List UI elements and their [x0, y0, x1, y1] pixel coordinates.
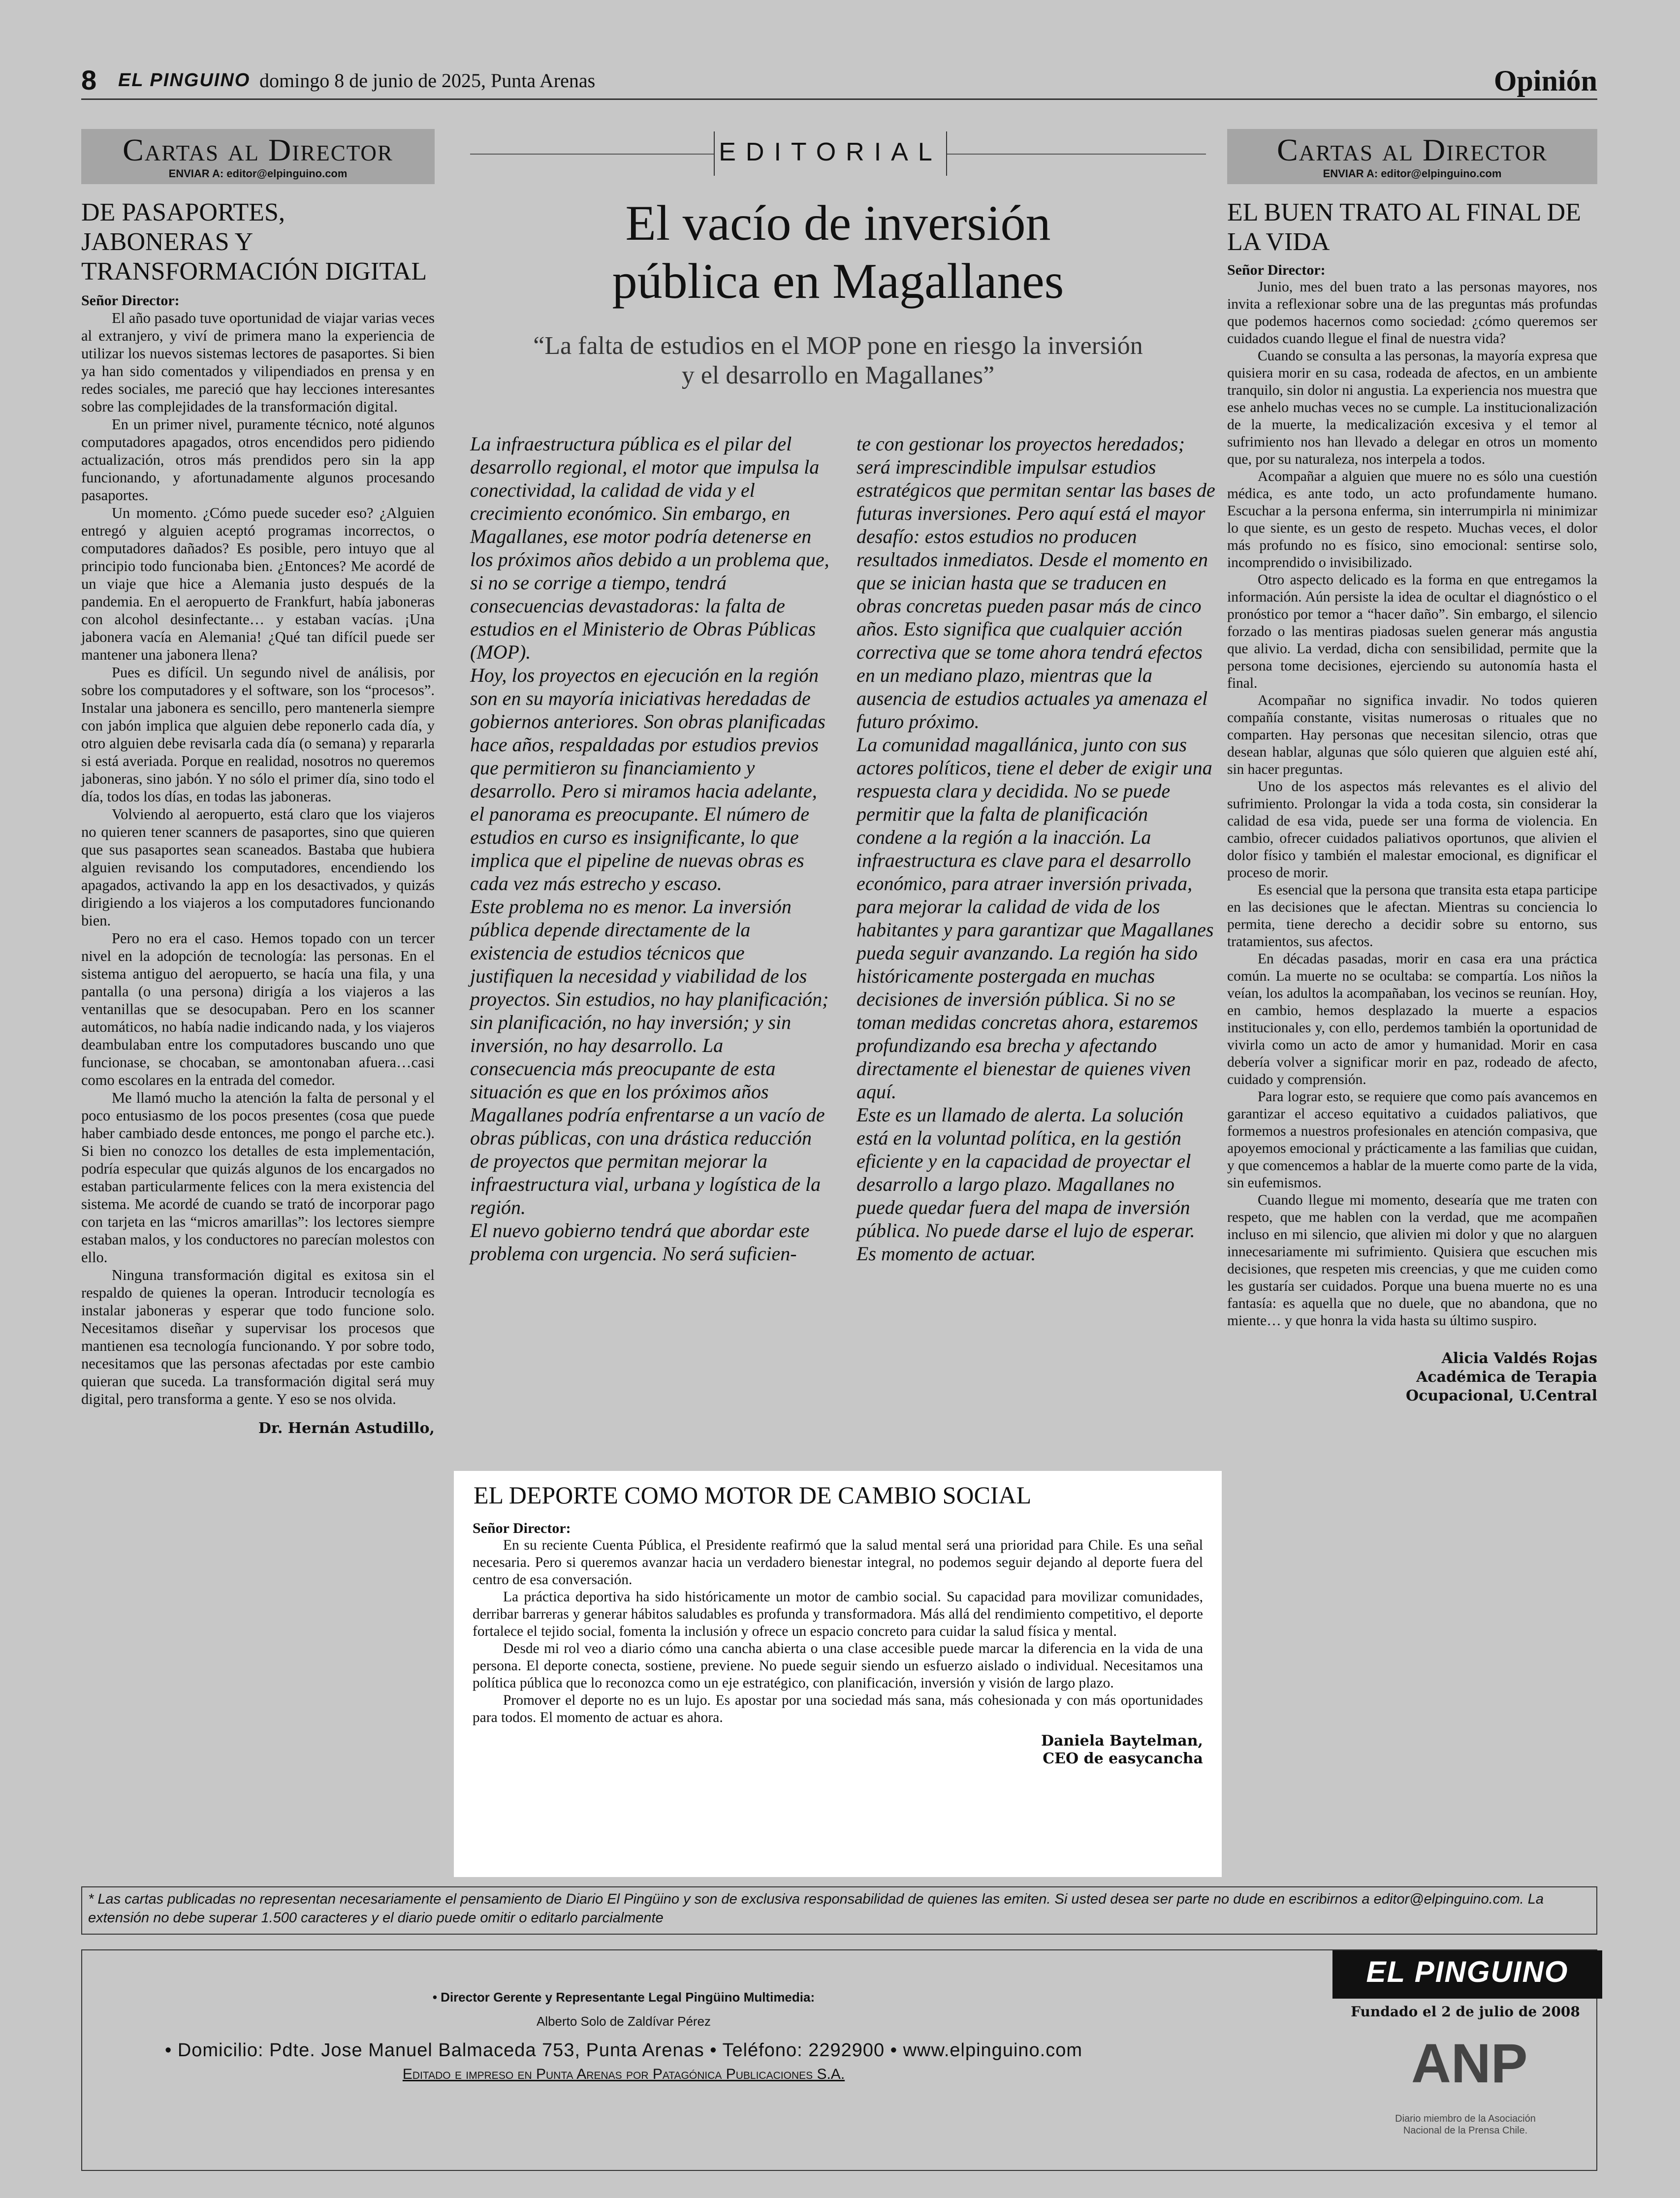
footer — [81, 1949, 1597, 2171]
editorial-title-line: pública en Magallanes — [612, 254, 1064, 309]
paragraph: Es esencial que la persona que transita esta etapa participe en las decisiones que le afectan. Mientras su conciencia lo permita, tiene derecho a decidir sobre su entorno, sus tratamientos, sus afectos. — [1227, 882, 1597, 950]
letters-box-header — [81, 129, 435, 184]
page-number: 8 — [81, 64, 97, 96]
editorial-title-line: El vacío de inversión — [625, 195, 1051, 251]
paragraph: Cuando se consulta a las personas, la mayoría expresa que quisiera morir en su casa, rodeada de afectos, en un ambiente tranquilo, sin dolor ni angustia. La experiencia nos muestra que ese anhelo muchas veces no se cumple. La institucionalización de la muerte, la medicalización excesiva y el temor al sufrimiento nos han llevado a delegar en otros un momento que, por su naturaleza, nos interpela a todos. — [1227, 348, 1597, 467]
editorial-column-2 — [856, 432, 1216, 1265]
letter-title: EL BUEN TRATO AL FINAL DE LA VIDA — [1227, 198, 1581, 256]
sport-letter-box — [454, 1471, 1222, 1877]
footer-printed: Editado e impreso en Punta Arenas por Patagónica Publicaciones S.A. — [402, 2066, 845, 2082]
footer-logo: EL PINGUINO — [1366, 1955, 1569, 1988]
letter-body — [81, 309, 435, 1408]
paragraph: La infraestructura pública es el pilar del desarrollo regional, el motor que impulsa la conectividad, la calidad de vida y el crecimiento económico. Sin embargo, en Magallanes, ese motor podría detenerse en los próximos años debido a un problema que, si no se corrige a tiempo, tendrá consecuencias devastadoras: la falta de estudios en el Ministerio de Obras Públicas (MOP). — [470, 433, 829, 663]
paragraph: En décadas pasadas, morir en casa era una práctica común. La muerte no se ocultaba: se compartía. Los niños la veían, los adultos la acompañaban, los vecinos se reunían. Hoy, en cambio, hemos desplazado la muerte a espacios institucionales y, con ello, perdemos también la oportunidad de vivirla como un acto de amor y humanidad. Morir en casa debería volver a significar morir en paz, rodeado de afecto, cuidado y comprensión. — [1227, 951, 1597, 1087]
editorial-column-1 — [470, 432, 829, 1265]
footer-director-name: Alberto Solo de Zaldívar Pérez — [536, 2014, 711, 2029]
paragraph: Este problema no es menor. La inversión pública depende directamente de la existencia de estudios técnicos que justifiquen la necesidad y viabilidad de los proyectos. Sin estudios, no hay planificación; sin planificación, no hay inversión; y sin inversión, no hay desarrollo. La consecuencia más preocupante de esta situación es que en los próximos años Magallanes podría enfrentarse a un vacío de obras públicas, con una drástica reducción de proyectos que permitan mejorar la infraestructura vial, urbana y logística de la región. — [470, 895, 829, 1218]
paragraph: En su reciente Cuenta Pública, el Presidente reafirmó que la salud mental será una prioridad para Chile. Es una señal necesaria. Pero si queremos avanzar hacia un verdadero bienestar integral, no podemos seguir dejando al deporte fuera del centro de esa conversación. — [473, 1537, 1203, 1588]
letters-box-title: Cartas al Director — [1277, 132, 1548, 167]
editorial-subtitle-line: “La falta de estudios en el MOP pone en riesgo la inversión — [533, 332, 1143, 360]
paragraph: Volviendo al aeropuerto, está claro que los viajeros no quieren tener scanners de pasaportes, sino que quieren que sus pasaportes sean scaneados. Bastaba que hubiera alguien revisando los computadores, encendiendo los apagados, activando la app en los desactivados, y quizás dirigiendo a los viajeros a los computadores funcionando bien. — [81, 806, 435, 929]
editorial-section — [470, 129, 1206, 390]
letter-signature: Dr. Hernán Astudillo, — [258, 1420, 435, 1437]
letter-salutation: Señor Director: — [1227, 262, 1326, 278]
paragraph: La práctica deportiva ha sido históricamente un motor de cambio social. Su capacidad para movilizar comunidades, derribar barreras y generar hábitos saludables es profunda y transformadora. Más allá del rendimiento competitivo, el deporte fortalece el tejido social, fomenta la inclusión y ofrece un espacio concreto para cuidar la salud física y mental. — [473, 1589, 1203, 1639]
editorial-label-bar — [470, 129, 1206, 176]
paragraph: Para lograr esto, se requiere que como país avancemos en garantizar el acceso equitativo a cuidados paliativos, que formemos a nuestros profesionales en atención compasiva, que apoyemos emocional y prácticamente a las familias que cuidan, y que comencemos a hablar de la muerte como parte de la vida, sin eufemismos. — [1227, 1089, 1597, 1191]
paragraph: Hoy, los proyectos en ejecución en la región son en su mayoría iniciativas heredadas de gobiernos anteriores. Son obras planificadas hace años, respaldadas por estudios previos que permitieron su financiamiento y desarrollo. Pero si miramos hacia adelante, el panorama es preocupante. El número de estudios en curso es insignificante, lo que implica que el pipeline de nuevas obras es cada vez más estrecho y escaso. — [470, 664, 825, 894]
paragraph: Promover el deporte no es un lujo. Es apostar por una sociedad más sana, más cohesionada y con más oportunidades para todos. El momento de actuar es ahora. — [473, 1692, 1203, 1725]
paragraph: El nuevo gobierno tendrá que abordar este problema con urgencia. No será suficien- — [470, 1219, 810, 1265]
paragraph: Acompañar a alguien que muere no es sólo una cuestión médica, es ante todo, un acto profundamente humano. Escuchar a la persona enferma, sin interrumpirla ni minimizar lo que siente, es un gesto de respeto. Muchas veces, el dolor más profundo no es físico, sino emocional: sentirse solo, incomprendido o invisibilizado. — [1227, 469, 1597, 571]
letters-box-email: ENVIAR A: editor@elpinguino.com — [1323, 167, 1502, 180]
paragraph: Pues es difícil. Un segundo nivel de análisis, por sobre los computadores y el software, son los “procesos”. Instalar una jabonera es sencillo, pero mantenerla siempre con jabón implica que alguien debe reponerlo cada día, y otro alguien debe revisarla cada día (o semana) y repararla si está averiada. Porque en realidad, nosotros no queremos jaboneras, sino jabón. Y no sólo el primer día, sino todo el día, todos los días, en todas las jaboneras. — [81, 664, 435, 805]
sport-letter-signature — [473, 1732, 1203, 1768]
sport-letter-sign-name: Daniela Baytelman, — [1041, 1732, 1203, 1750]
editorial-title — [470, 194, 1206, 311]
paragraph: Cuando llegue mi momento, desearía que me traten con respeto, que me hablen con la verdad, que me acompañen incluso en mi silencio, que alivien mi dolor y que no alarguen innecesariamente mi sufrimiento. Quisiera que escuchen mis decisiones, que respeten mis creencias, y que me cuiden como les gustaría ser cuidados. Porque una buena muerte no es una fantasía: es aquella que no duele, que no abandona, que no miente… y que honra la vida hasta su último suspiro. — [1227, 1192, 1597, 1329]
letters-right-column — [1227, 129, 1597, 1405]
letter-signature — [1227, 1349, 1597, 1405]
date-line: domingo 8 de junio de 2025, Punta Arenas — [259, 69, 596, 92]
letters-box-header — [1227, 129, 1597, 184]
paragraph: Otro aspecto delicado es la forma en que entregamos la información. Aún persiste la idea de ocultar el diagnóstico o el pronóstico por temor a “hacer daño”. Sin embargo, el silencio forzado o las mentiras piadosas suelen generar más angustia que alivio. La verdad, dicha con sensibilidad, permite que la persona tome decisiones, ejerciendo su autonomía hasta el final. — [1227, 572, 1597, 691]
letter-sign-line: Académica de Terapia — [1416, 1369, 1597, 1386]
paragraph: En un primer nivel, puramente técnico, noté algunos computadores apagados, otros encendidos pero pidiendo actualización, otros más prendidos pero sin la app funcionando, y afortunadamente algunos procesando pasaportes. — [81, 416, 435, 504]
footer-founded: Fundado el 2 de julio de 2008 — [1351, 2004, 1580, 2020]
editorial-label: EDITORIAL — [719, 138, 942, 166]
paragraph: Este es un llamado de alerta. La solución está en la voluntad política, en la gestión eficiente y en la capacidad de proyectar el desarrollo a largo plazo. Magallanes no puede quedar fuera del mapa de inversión pública. No puede darse el lujo de esperar. Es momento de actuar. — [856, 1104, 1195, 1265]
letter-sign-line: Alicia Valdés Rojas — [1441, 1350, 1597, 1367]
sport-letter-body — [473, 1537, 1203, 1726]
letter-sign-line: Ocupacional, U.Central — [1406, 1387, 1597, 1404]
letters-box-title: Cartas al Director — [123, 132, 393, 167]
page-header — [81, 64, 1597, 100]
sport-letter-sign-role: CEO de easycancha — [1043, 1750, 1203, 1767]
letter-body — [1227, 279, 1597, 1330]
anp-text-line: Diario miembro de la Asociación — [1395, 2113, 1536, 2124]
letters-box-email: ENVIAR A: editor@elpinguino.com — [168, 167, 348, 180]
anp-text-line: Nacional de la Prensa Chile. — [1403, 2125, 1528, 2136]
section-title: Opinión — [1493, 64, 1597, 97]
paragraph: Un momento. ¿Cómo puede suceder eso? ¿Alguien entregó y alguien aceptó programas incorrectos, o computadores dañados? Es posible, pero intuyo que al principio todo funcionaba bien. ¿Entonces? Me acordé de un viaje que hice a Alemania justo después de la pandemia. En el aeropuerto de Frankfurt, había jaboneras con alcohol desinfectante… y estaban vacías. ¡Una jabonera vacía en Alemania! ¿Qué tan difícil puede ser mantener una jabonera llena? — [81, 505, 435, 663]
disclaimer: * Las cartas publicadas no representan necesariamente el pensamiento de Diario El Pingüino y son de exclusiva responsabilidad de quienes las emiten. Si usted desea ser parte no dude en escribirnos a editor@elpinguino.com. La extensión no debe superar 1.500 caracteres y el diario puede omitir o editarlo parcialmente — [81, 1886, 1597, 1935]
sport-letter-title: EL DEPORTE COMO MOTOR DE CAMBIO SOCIAL — [474, 1481, 1032, 1509]
footer-credits — [82, 1990, 1165, 2083]
letter-salutation: Señor Director: — [81, 292, 180, 309]
paragraph: te con gestionar los proyectos heredados; será imprescindible impulsar estudios estratégicos que permitan sentar las bases de futuras inversiones. Pero aquí está el mayor desafío: estos estudios no producen resultados inmediatos. Desde el momento en que se inician hasta que se traducen en obras concretas pueden pasar más de cinco años. Esto significa que cualquier acción correctiva que se tome ahora tendrá efectos en un mediano plazo, mientras que la ausencia de estudios actuales ya amenaza el futuro próximo. — [856, 433, 1215, 733]
paragraph: Pero no era el caso. Hemos topado con un tercer nivel en la adopción de tecnología: las personas. En el sistema antiguo del aeropuerto, se hacía una fila, y una pantalla (o una persona) dirigía a los viajeros a las ventanillas que se desocupaban. Pero en los scanner automáticos, no había nadie indicando nada, y los viajeros deambulaban entre los computadores buscando uno que funcionase, se chocaban, se amontonaban afuera…casi como escolares en la entrada del comedor. — [81, 930, 435, 1088]
header-brand: EL PINGUINO — [118, 70, 251, 91]
paragraph: La comunidad magallánica, junto con sus actores políticos, tiene el deber de exigir una respuesta clara y decidida. No se puede permitir que la falta de planificación condene a la región a la inacción. La infraestructura es clave para el desarrollo económico, para atraer inversión privada, para mejorar la calidad de vida de los habitantes y para garantizar que Magallanes pueda seguir avanzando. La región ha sido históricamente postergada en muchas decisiones de inversión pública. Si no se toman medidas concretas ahora, estaremos profundizando esa brecha y afectando directamente el bienestar de quienes viven aquí. — [856, 733, 1214, 1103]
editorial-subtitle — [470, 331, 1206, 390]
editorial-subtitle-line: y el desarrollo en Magallanes” — [681, 361, 995, 389]
paragraph: Uno de los aspectos más relevantes es el alivio del sufrimiento. Prolongar la vida a toda costa, sin considerar la calidad de esa vida, puede ser una forma de violencia. En cambio, ofrecer cuidados paliativos oportunos, que alivien el dolor físico y también el malestar emocional, es dignificar el proceso de morir. — [1227, 779, 1597, 881]
paragraph: El año pasado tuve oportunidad de viajar varias veces al extranjero, y viví de primera mano la experiencia de utilizar los nuevos sistemas lectores de pasaportes. Si bien ya han sido comentados y vilipendiados en prensa y en redes sociales, me pareció que hay lecciones interesantes sobre las complejidades de la transformación digital. — [81, 310, 435, 415]
anp-logo: ANP — [1411, 2033, 1528, 2094]
paragraph: Acompañar no significa invadir. No todos quieren compañía constante, visitas numerosas o rituales que no comparten. Hay personas que necesitan silencio, otras que desean hablar, algunas que sólo quieren que alguien esté ahí, sin hacer preguntas. — [1227, 693, 1597, 777]
paragraph: Desde mi rol veo a diario cómo una cancha abierta o una clase accesible puede marcar la diferencia en la vida de una persona. El deporte conecta, sostiene, previene. No puede seguir siendo un esfuerzo aislado o individual. Necesitamos una política pública que lo reconozca como un eje estratégico, con planificación, inversión y visión de largo plazo. — [473, 1641, 1203, 1691]
letters-left-column — [81, 129, 435, 1438]
sport-letter-salutation: Señor Director: — [473, 1520, 571, 1536]
footer-director-label: • Director Gerente y Representante Legal Pingüino Multimedia: — [432, 1990, 815, 2005]
paragraph: Junio, mes del buen trato a las personas mayores, nos invita a reflexionar sobre una de las preguntas más profundas que podemos hacernos como sociedad: ¿cómo queremos ser cuidados cuando llegue el final de nuestra vida? — [1227, 279, 1597, 347]
paragraph: Me llamó mucho la atención la falta de personal y el poco entusiasmo de los pocos presentes (cosa que puede haber cambiado desde entonces, me pongo el parche etc.). Si bien no conozco los detalles de esta implementación, podría especular que quizás algunos de los encargados no estaban particularmente felices con la mera existencia del sistema. Me acordé de cuando se trató de incorporar pago con tarjeta en las “micros amarillas”: los lectores siempre estaban malos, y los conductores no parecían molestos con ello. — [81, 1089, 435, 1266]
anp-text — [1342, 2113, 1588, 2136]
footer-address: • Domicilio: Pdte. Jose Manuel Balmaceda 753, Punta Arenas • Teléfono: 2292900 • www.elpinguino.com — [164, 2040, 1083, 2061]
letter-title: DE PASAPORTES, JABONERAS Y TRANSFORMACIÓN DIGITAL — [81, 198, 427, 286]
footer-logo-box — [1332, 1950, 1602, 1999]
paragraph: Ninguna transformación digital es exitosa sin el respaldo de quienes la operan. Introducir tecnología es instalar jaboneras y esperar que todo funcione solo. Necesitamos diseñar y supervisar los procesos que mantienen esa tecnología funcionando. Y por sobre todo, necesitamos que las personas afectadas por este cambio quieran que suceda. La transformación digital será muy digital, pero transforma a gente. Y eso se nos olvida. — [81, 1267, 435, 1407]
